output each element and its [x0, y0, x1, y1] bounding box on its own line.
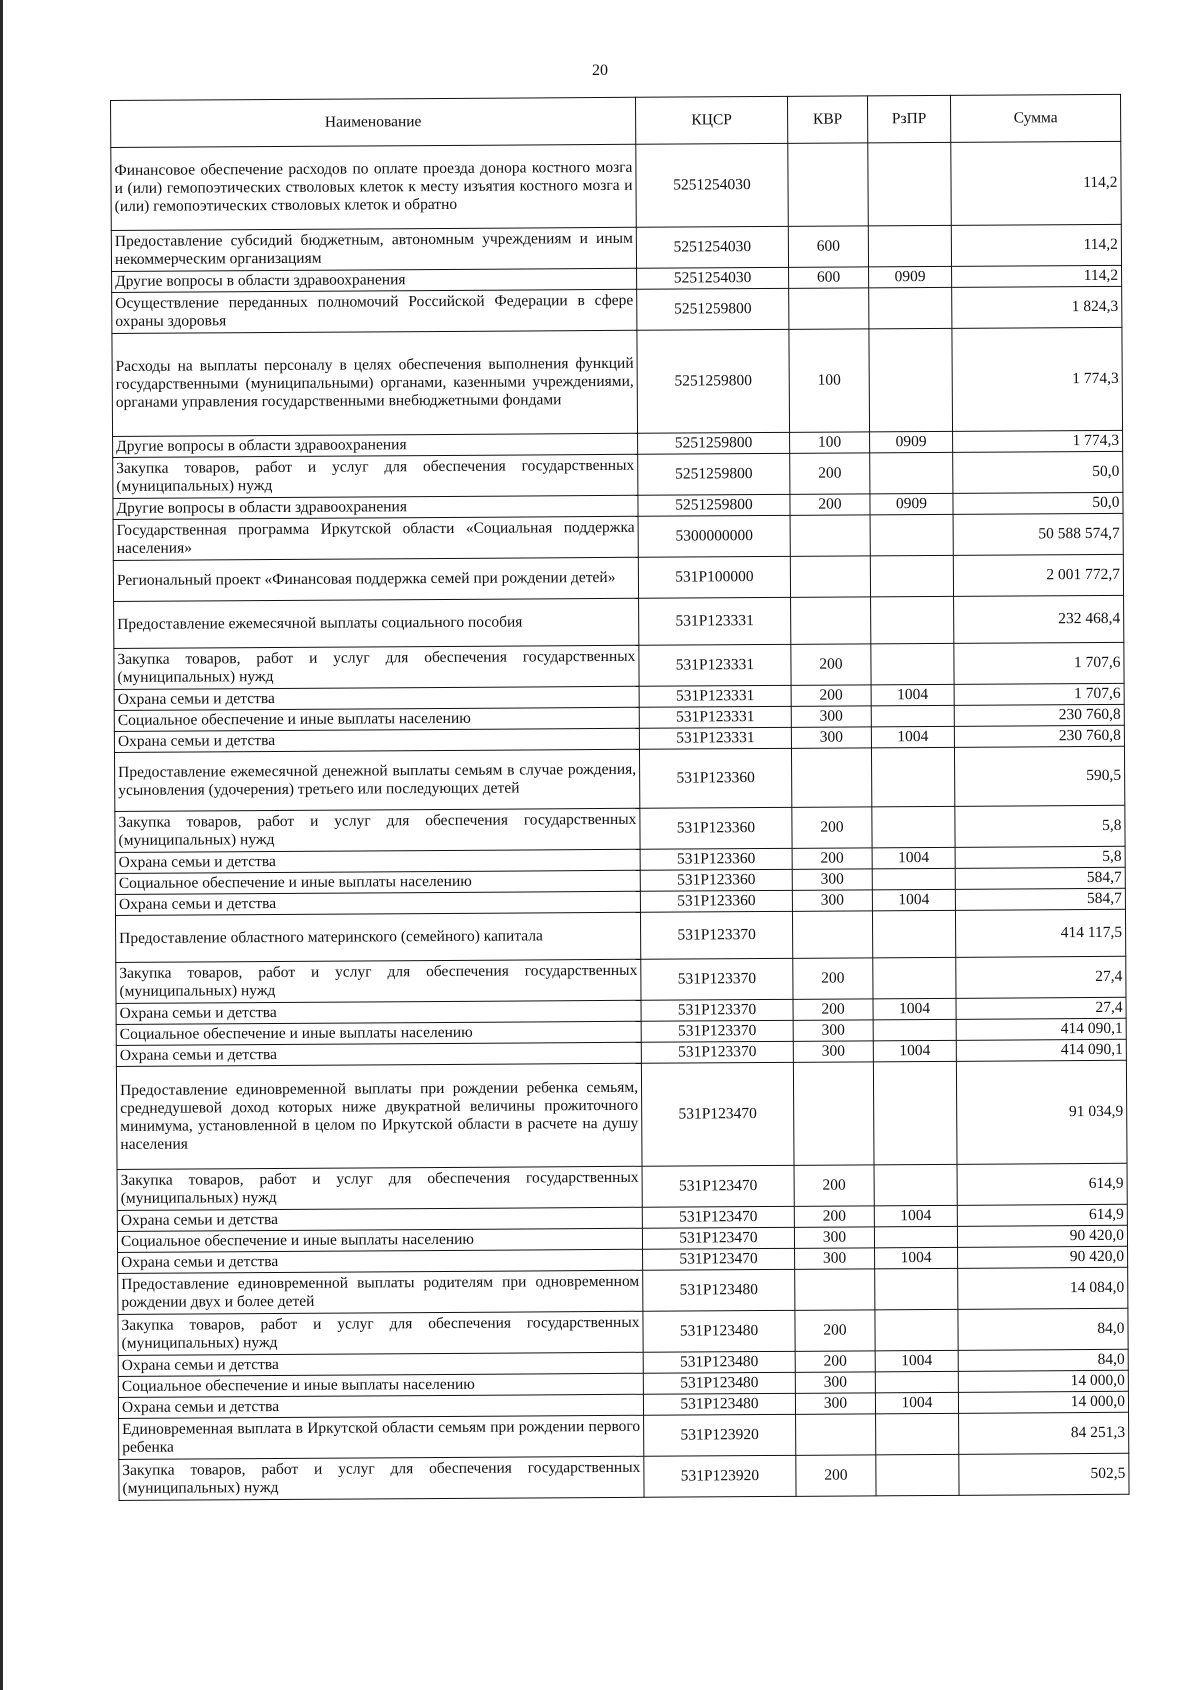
cell-kvr: 300	[792, 890, 872, 911]
cell-sum: 1 824,3	[952, 286, 1122, 328]
table-row	[118, 1267, 1128, 1314]
cell-kvr: 300	[794, 1227, 874, 1248]
cell-kvr	[792, 911, 872, 958]
cell-rzpr	[869, 287, 952, 329]
cell-name: Охрана семьи и детства	[118, 1394, 643, 1418]
cell-name: Закупка товаров, работ и услуг для обеспечения государственных (муниципальных) нужд	[117, 1166, 642, 1210]
cell-kcsr: 531P123480	[643, 1269, 795, 1311]
cell-kcsr: 531P123331	[639, 706, 791, 728]
table-row	[112, 286, 1122, 333]
budget-table	[110, 94, 1130, 1501]
header-kcsr: КЦСР	[635, 96, 787, 144]
cell-kcsr: 531P100000	[638, 556, 790, 598]
cell-rzpr	[876, 1413, 959, 1455]
cell-kcsr: 5300000000	[638, 515, 790, 557]
cell-kcsr: 531P123370	[640, 911, 792, 959]
cell-kcsr: 531P123331	[639, 685, 791, 707]
cell-sum: 414 117,5	[955, 909, 1125, 957]
cell-rzpr	[870, 452, 953, 494]
cell-sum: 2 001 772,7	[953, 554, 1123, 596]
cell-name: Расходы на выплаты персоналу в целях обеспечения выполнения функций государственными (муниципальными) органами, казенными учреждениями, органами управления государственными внебюджетными фондами	[112, 330, 638, 436]
cell-kvr: 300	[792, 869, 872, 890]
cell-kcsr: 531P123480	[643, 1393, 795, 1415]
cell-name: Социальное обеспечение и иные выплаты населению	[115, 870, 640, 894]
cell-kvr: 200	[791, 685, 871, 706]
cell-rzpr	[868, 225, 951, 267]
cell-sum: 614,9	[957, 1204, 1127, 1226]
cell-kvr: 200	[793, 999, 873, 1020]
cell-kcsr: 531P123470	[643, 1248, 795, 1270]
cell-kcsr: 531P123480	[643, 1351, 795, 1373]
cell-rzpr: 1004	[873, 998, 956, 1020]
cell-name: Предоставление ежемесячной выплаты социального пособия	[114, 598, 639, 648]
cell-name: Социальное обеспечение и иные выплаты населению	[117, 1228, 642, 1252]
cell-kvr: 300	[791, 706, 871, 727]
cell-kvr: 200	[794, 1206, 874, 1227]
cell-kvr: 200	[790, 453, 870, 494]
cell-sum: 414 090,1	[956, 1039, 1126, 1061]
cell-rzpr: 1004	[872, 847, 955, 869]
cell-kcsr: 531P123370	[641, 1020, 793, 1042]
cell-kcsr: 531P123360	[640, 869, 792, 891]
cell-kvr: 300	[793, 1041, 873, 1062]
cell-sum: 50 588 574,7	[953, 513, 1123, 555]
cell-rzpr	[874, 1226, 957, 1248]
table-row	[115, 909, 1125, 962]
cell-rzpr: 1004	[872, 889, 955, 911]
table-row	[114, 595, 1124, 648]
cell-rzpr: 1004	[871, 726, 954, 748]
cell-rzpr	[871, 643, 954, 685]
cell-kvr: 200	[791, 644, 871, 685]
cell-kcsr: 531P123331	[639, 727, 791, 749]
cell-rzpr: 0909	[870, 493, 953, 515]
cell-name: Закупка товаров, работ и услуг для обеспечения государственных (муниципальных) нужд	[119, 1456, 644, 1500]
cell-sum: 590,5	[954, 746, 1124, 806]
table-row	[111, 224, 1121, 271]
cell-sum: 27,4	[956, 997, 1126, 1019]
cell-sum: 14 000,0	[958, 1391, 1128, 1413]
table-row	[114, 746, 1124, 811]
cell-kvr	[796, 1414, 876, 1455]
cell-rzpr	[870, 555, 953, 597]
cell-kcsr: 5251259800	[637, 329, 790, 433]
cell-kvr: 200	[796, 1455, 876, 1496]
cell-sum: 232 468,4	[954, 595, 1124, 643]
cell-sum: 414 090,1	[956, 1018, 1126, 1040]
cell-name: Другие вопросы в области здравоохранения	[112, 268, 637, 292]
table-row	[115, 805, 1125, 852]
cell-name: Осуществление переданных полномочий Российской Федерации в сфере охраны здоровья	[112, 289, 637, 333]
cell-kvr: 300	[795, 1372, 875, 1393]
cell-sum: 84,0	[958, 1349, 1128, 1371]
budget-table-container	[110, 94, 1129, 1501]
scan-left-edge	[0, 0, 3, 1690]
cell-kcsr: 531P123360	[640, 890, 792, 912]
cell-name: Предоставление субсидий бюджетным, автономным учреждениям и иным некоммерческим организациям	[111, 227, 636, 271]
cell-kvr: 200	[793, 958, 873, 999]
cell-rzpr	[876, 1454, 959, 1496]
cell-rzpr	[872, 868, 955, 890]
table-row	[116, 1060, 1127, 1169]
table-row	[119, 1412, 1129, 1459]
header-name: Наименование	[111, 97, 636, 147]
cell-sum: 84,0	[958, 1308, 1128, 1350]
cell-sum: 114,2	[952, 265, 1122, 287]
cell-name: Закупка товаров, работ и услуг для обеспечения государственных (муниципальных) нужд	[113, 454, 638, 498]
cell-kvr: 100	[789, 329, 870, 432]
table-row	[113, 451, 1123, 498]
cell-kvr	[795, 1269, 875, 1310]
cell-kcsr: 5251254030	[636, 143, 789, 227]
cell-kcsr: 531P123331	[639, 597, 791, 645]
table-row	[118, 1308, 1128, 1355]
cell-kvr	[790, 556, 870, 597]
cell-name: Социальное обеспечение и иные выплаты населению	[118, 1373, 643, 1397]
cell-name: Охрана семьи и детства	[115, 891, 640, 915]
cell-rzpr	[873, 1019, 956, 1041]
cell-sum: 14 084,0	[958, 1267, 1128, 1309]
cell-kvr: 600	[788, 226, 868, 267]
cell-sum: 614,9	[957, 1163, 1127, 1205]
cell-rzpr: 0909	[869, 266, 952, 288]
cell-name: Государственная программа Иркутской области «Социальная поддержка населения»	[113, 516, 638, 560]
cell-name: Охрана семьи и детства	[116, 1042, 641, 1066]
cell-sum: 230 760,8	[954, 704, 1124, 726]
cell-sum: 1 707,6	[954, 642, 1124, 684]
cell-rzpr	[871, 596, 954, 644]
table-row	[113, 554, 1123, 601]
cell-rzpr: 1004	[873, 1040, 956, 1062]
cell-name: Предоставление ежемесячной денежной выплаты семьям в случае рождения, усыновления (удочерения) третьего или последующих детей	[114, 749, 639, 811]
cell-kcsr: 531P123470	[642, 1227, 794, 1249]
cell-name: Охрана семьи и детства	[118, 1249, 643, 1273]
cell-sum: 1 774,3	[953, 430, 1123, 452]
header-sum: Сумма	[950, 94, 1120, 142]
cell-kvr	[791, 597, 871, 644]
cell-kvr: 600	[789, 267, 869, 288]
cell-sum: 584,7	[955, 867, 1125, 889]
cell-name: Закупка товаров, работ и услуг для обеспечения государственных (муниципальных) нужд	[116, 959, 641, 1003]
cell-kcsr: 531P123470	[642, 1165, 794, 1207]
cell-kcsr: 531P123370	[641, 1041, 793, 1063]
cell-kvr: 200	[792, 807, 872, 848]
cell-sum: 50,0	[953, 451, 1123, 493]
cell-kcsr: 531P123331	[639, 644, 791, 686]
cell-sum: 91 034,9	[956, 1060, 1127, 1164]
cell-kcsr: 531P123360	[639, 748, 791, 808]
cell-sum: 502,5	[959, 1453, 1129, 1495]
cell-kvr	[793, 1062, 874, 1165]
cell-rzpr: 1004	[874, 1205, 957, 1227]
cell-kvr: 200	[795, 1351, 875, 1372]
cell-name: Региональный проект «Финансовая поддержка семей при рождении детей»	[113, 557, 638, 601]
cell-name: Другие вопросы в области здравоохранения	[113, 495, 638, 519]
cell-rzpr: 1004	[871, 684, 954, 706]
cell-sum: 27,4	[956, 956, 1126, 998]
cell-sum: 114,2	[951, 224, 1121, 266]
cell-name: Финансовое обеспечение расходов по оплате проезда донора костного мозга и (или) гемопоэтических стволовых клеток к месту изъятия костного мозга и (или) гемопоэтических стволовых клеток и обратно	[111, 144, 636, 230]
cell-rzpr: 1004	[875, 1350, 958, 1372]
cell-rzpr	[874, 1164, 957, 1206]
cell-sum: 14 000,0	[958, 1370, 1128, 1392]
cell-sum: 230 760,8	[954, 725, 1124, 747]
cell-sum: 1 707,6	[954, 683, 1124, 705]
cell-kvr	[791, 748, 871, 807]
cell-name: Предоставление областного материнского (семейного) капитала	[115, 912, 640, 962]
cell-kvr: 300	[795, 1248, 875, 1269]
cell-kvr	[790, 515, 870, 556]
cell-sum: 90 420,0	[957, 1225, 1127, 1247]
cell-name: Закупка товаров, работ и услуг для обеспечения государственных (муниципальных) нужд	[118, 1311, 643, 1355]
cell-kcsr: 5251259800	[638, 494, 790, 516]
table-row	[114, 642, 1124, 689]
cell-sum: 584,7	[955, 888, 1125, 910]
cell-name: Охрана семьи и детства	[117, 1207, 642, 1231]
table-row	[117, 1163, 1127, 1210]
cell-name: Закупка товаров, работ и услуг для обеспечения государственных (муниципальных) нужд	[115, 808, 640, 852]
cell-sum: 1 774,3	[952, 327, 1123, 431]
cell-kcsr: 531P123370	[641, 999, 793, 1021]
table-body	[111, 141, 1129, 1500]
cell-rzpr: 0909	[870, 431, 953, 453]
cell-rzpr	[871, 705, 954, 727]
cell-kvr: 200	[792, 848, 872, 869]
cell-kcsr: 531P123920	[644, 1414, 796, 1456]
cell-kvr	[789, 288, 869, 329]
cell-kvr	[788, 143, 869, 226]
cell-rzpr	[875, 1371, 958, 1393]
cell-kcsr: 531P123370	[641, 958, 793, 1000]
cell-kcsr: 5251259800	[638, 453, 790, 495]
header-kvr: КВР	[787, 96, 867, 143]
cell-kcsr: 531P123470	[642, 1206, 794, 1228]
cell-rzpr	[875, 1268, 958, 1310]
cell-name: Другие вопросы в области здравоохранения	[113, 433, 638, 457]
cell-kvr: 300	[795, 1393, 875, 1414]
cell-rzpr	[872, 910, 955, 958]
cell-name: Охрана семьи и детства	[114, 686, 639, 710]
cell-kcsr: 531P123480	[643, 1372, 795, 1394]
cell-kvr: 300	[791, 727, 871, 748]
cell-kvr: 200	[790, 494, 870, 515]
cell-kcsr: 5251259800	[637, 288, 789, 330]
table-row	[112, 327, 1123, 436]
cell-rzpr	[871, 747, 954, 807]
cell-rzpr	[875, 1309, 958, 1351]
table-row	[116, 956, 1126, 1003]
cell-name: Социальное обеспечение и иные выплаты населению	[116, 1021, 641, 1045]
cell-name: Закупка товаров, работ и услуг для обеспечения государственных (муниципальных) нужд	[114, 645, 639, 689]
cell-name: Предоставление единовременной выплаты родителям при одновременном рождении двух и более детей	[118, 1270, 643, 1314]
cell-sum: 5,8	[955, 805, 1125, 847]
cell-name: Охрана семьи и детства	[116, 1000, 641, 1024]
table-header-row	[111, 94, 1121, 147]
cell-name: Охрана семьи и детства	[115, 849, 640, 873]
cell-kvr: 100	[790, 432, 870, 453]
cell-rzpr	[872, 806, 955, 848]
cell-kcsr: 5251254030	[636, 226, 788, 268]
cell-kvr: 300	[793, 1020, 873, 1041]
cell-kvr: 200	[794, 1165, 874, 1206]
cell-kvr: 200	[795, 1310, 875, 1351]
cell-kcsr: 531P123360	[640, 807, 792, 849]
cell-rzpr	[873, 957, 956, 999]
cell-sum: 90 420,0	[958, 1246, 1128, 1268]
cell-kcsr: 531P123920	[644, 1455, 796, 1497]
cell-sum: 5,8	[955, 846, 1125, 868]
table-row	[111, 141, 1121, 230]
cell-name: Охрана семьи и детства	[114, 728, 639, 752]
cell-rzpr	[868, 142, 952, 226]
page-number: 20	[592, 62, 608, 79]
cell-name: Охрана семьи и детства	[118, 1352, 643, 1376]
cell-kcsr: 5251259800	[638, 432, 790, 454]
table-row	[113, 513, 1123, 560]
header-rzpr: РзПР	[867, 95, 950, 143]
cell-sum: 50,0	[953, 492, 1123, 514]
cell-rzpr: 1004	[875, 1392, 958, 1414]
cell-kcsr: 531P123360	[640, 848, 792, 870]
cell-name: Единовременная выплата в Иркутской области семьям при рождении первого ребенка	[119, 1415, 644, 1459]
cell-sum: 114,2	[951, 141, 1122, 225]
cell-kcsr: 531P123480	[643, 1310, 795, 1352]
cell-rzpr	[873, 1061, 957, 1165]
cell-rzpr: 1004	[875, 1247, 958, 1269]
cell-name: Социальное обеспечение и иные выплаты населению	[114, 707, 639, 731]
cell-kcsr: 531P123470	[641, 1062, 794, 1166]
cell-rzpr	[870, 514, 953, 556]
table-row	[119, 1453, 1129, 1500]
cell-name: Предоставление единовременной выплаты при рождении ребенка семьям, среднедушевой доход которых ниже двукратной величины прожиточного минимума, установленной в целом по Иркутской области в расчете на душу населения	[116, 1063, 642, 1169]
cell-kcsr: 5251254030	[637, 267, 789, 289]
cell-rzpr	[869, 328, 953, 432]
cell-sum: 84 251,3	[959, 1412, 1129, 1454]
